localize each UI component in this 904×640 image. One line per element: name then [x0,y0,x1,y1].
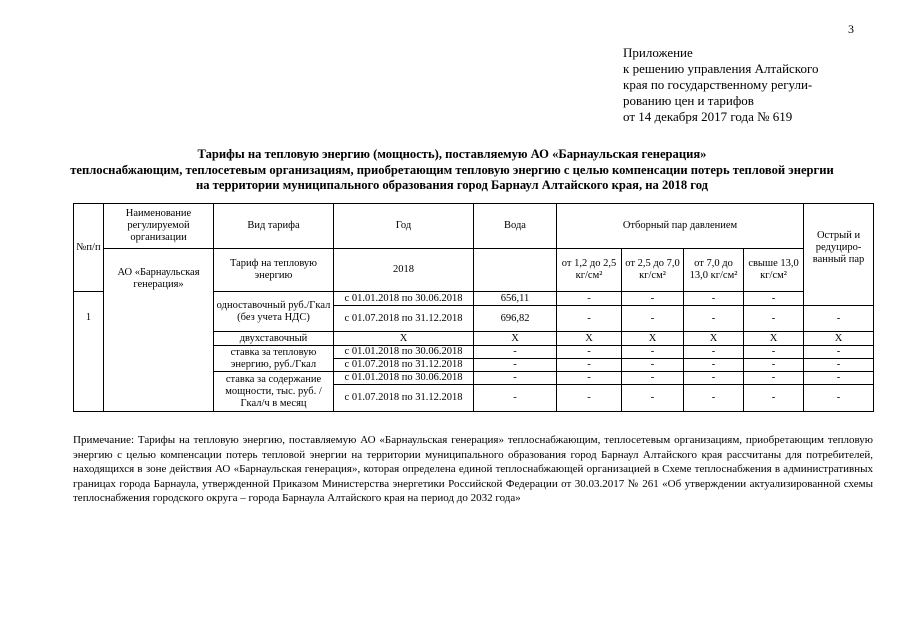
heat-rate-label: ставка за тепловую энергию, руб./Гкал [214,346,334,372]
header-steam-1: от 1,2 до 2,5 кг/см² [557,249,622,292]
appendix-line: рованию цен и тарифов [623,93,754,108]
appendix-line: края по государственному регули- [623,77,813,92]
header-org: Наименование регулируемой организации [104,204,214,249]
appendix-block [623,45,818,125]
period-cell: с 01.07.2018 по 31.12.2018 [334,359,474,372]
row-number [74,292,104,412]
steam3-value: - [684,385,744,412]
two-part-label: двухставочный [214,332,334,346]
period-cell: с 01.01.2018 по 30.06.2018 [334,292,474,306]
steam4-value: - [744,346,804,359]
steam1-value: - [557,385,622,412]
consumer-label: Тариф на тепловую энергию [214,249,334,292]
header-num: №п/п [74,204,104,292]
header-tariff-type: Вид тарифа [214,204,334,249]
steam4-value: - [744,385,804,412]
page-number: 3 [848,22,854,36]
steam4-value: - [744,306,804,332]
water-value: 696,82 [474,306,557,332]
header-steam-group: Отборный пар давлением [557,204,804,249]
steam2-value: - [622,306,684,332]
steam3-value: - [684,346,744,359]
steam4-value: Х [744,332,804,346]
header-steam-4: свыше 13,0 кг/см² [744,249,804,292]
one-part-label: одноставочный руб./Гкал (без учета НДС) [214,292,334,332]
steam2-value: - [622,359,684,372]
sharp-value: - [804,372,874,385]
header-year: Год [334,204,474,249]
steam2-value: - [622,292,684,306]
header-row [74,204,874,249]
sharp-value: - [804,346,874,359]
header-water: Вода [474,204,557,249]
steam2-value: - [622,372,684,385]
water-value: - [474,372,557,385]
period-cell: с 01.01.2018 по 30.06.2018 [334,372,474,385]
water-value: - [474,385,557,412]
water-value: - [474,346,557,359]
water-value: Х [474,332,557,346]
footnote: Примечание: Тарифы на тепловую энергию, поставляемую АО «Барнаульская генерация» теплоснабжающим, теплосетевым организациям, приобретающим тепловую энергию с целью компенсации потерь тепловой энергии на территории муниципального образования город Барнаул Алтайского края рассчитаны для потребителей, находящихся в зоне действия АО «Барнаульская генерация», которая определена единой теплоснабжающей организацией в Схеме теплоснабжения в административных границах города Барнаула, утвержденной Приказом Министерства энергетики Российской Федерации от 30.03.2017 № 261 «Об утверждении актуализированной схемы теплоснабжения городского округа – города Барнаула Алтайского края на период до 2032 года» [73,434,873,504]
appendix-line: Приложение [623,45,693,60]
empty-water-cell [474,249,557,292]
tariff-table [73,203,874,412]
capacity-rate-label: ставка за содержание мощности, тыс. руб. /Гкал/ч в месяц [214,372,334,412]
water-value: 656,11 [474,292,557,306]
steam1-value: - [557,372,622,385]
period-cell: с 01.01.2018 по 30.06.2018 [334,346,474,359]
steam3-value: - [684,292,744,306]
title-line: теплоснабжающим, теплосетевым организациям, приобретающим тепловую энергию с целью компенсации потерь тепловой энергии [70,162,834,177]
header-sharp-steam [804,204,874,306]
sharp-value: - [804,385,874,412]
document-title [0,147,904,194]
steam3-value: Х [684,332,744,346]
period-cell: с 01.07.2018 по 31.12.2018 [334,385,474,412]
appendix-line: от 14 декабря 2017 года № 619 [623,109,793,124]
header-steam-3: от 7,0 до 13,0 кг/см² [684,249,744,292]
appendix-line: к решению управления Алтайского [623,61,819,76]
year-value: 2018 [334,249,474,292]
steam3-value: - [684,372,744,385]
steam1-value: - [557,292,622,306]
header-sharp-text: Острый и редуциро-ванный пар [812,230,865,265]
period-cell: Х [334,332,474,346]
period-cell: с 01.07.2018 по 31.12.2018 [334,306,474,332]
steam1-value: - [557,306,622,332]
steam2-value: Х [622,332,684,346]
title-line: Тарифы на тепловую энергию (мощность), поставляемую АО «Барнаульская генерация» [197,147,707,161]
org-name-cell: АО «Барнаульская генерация» [104,249,214,412]
header-steam-2: от 2,5 до 7,0 кг/см² [622,249,684,292]
steam4-value: - [744,359,804,372]
steam3-value: - [684,306,744,332]
sharp-value: - [804,306,874,332]
water-value: - [474,359,557,372]
consumer-row [74,249,874,292]
sharp-value: - [804,359,874,372]
steam3-value: - [684,359,744,372]
row-number-text: 1 [85,312,92,323]
steam1-value: - [557,346,622,359]
sharp-value: Х [804,332,874,346]
steam1-value: - [557,359,622,372]
steam4-value: - [744,292,804,306]
steam1-value: Х [557,332,622,346]
steam2-value: - [622,385,684,412]
title-line: на территории муниципального образования город Барнаул Алтайского края, на 2018 год [195,178,709,192]
steam4-value: - [744,372,804,385]
steam2-value: - [622,346,684,359]
